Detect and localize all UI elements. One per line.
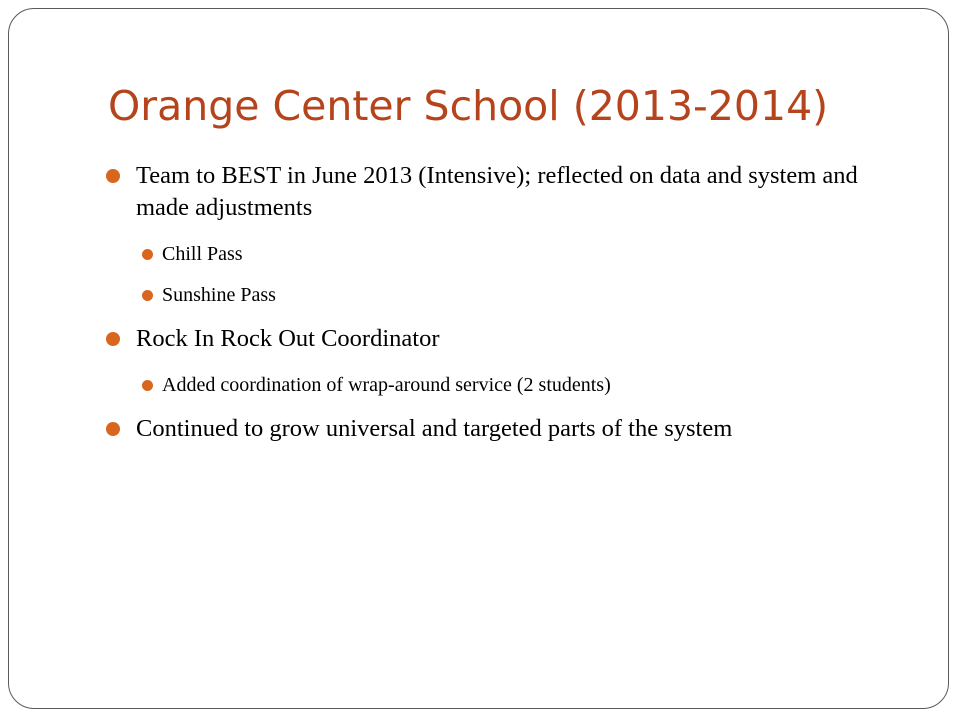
bullet-item [106, 160, 906, 224]
bullet-list [106, 160, 906, 462]
bullet-dot-icon [106, 169, 120, 183]
bullet-dot-icon [142, 249, 153, 260]
bullet-text: Chill Pass [162, 243, 243, 265]
bullet-dot-icon [106, 422, 120, 436]
sub-bullet-item [106, 282, 906, 308]
slide-title: Orange Center School (2013-2014) [108, 82, 829, 130]
bullet-text: Team to BEST in June 2013 (Intensive); reflected on data and system and made adjustments [136, 162, 858, 221]
bullet-dot-icon [142, 380, 153, 391]
bullet-text: Continued to grow universal and targeted parts of the system [136, 415, 733, 442]
bullet-text: Sunshine Pass [162, 284, 276, 306]
bullet-dot-icon [106, 332, 120, 346]
bullet-text: Added coordination of wrap-around service (2 students) [162, 374, 611, 396]
bullet-item [106, 413, 906, 445]
bullet-item [106, 323, 906, 355]
sub-bullet-item [106, 241, 906, 267]
sub-bullet-item [106, 372, 906, 398]
bullet-text: Rock In Rock Out Coordinator [136, 325, 440, 352]
bullet-dot-icon [142, 290, 153, 301]
